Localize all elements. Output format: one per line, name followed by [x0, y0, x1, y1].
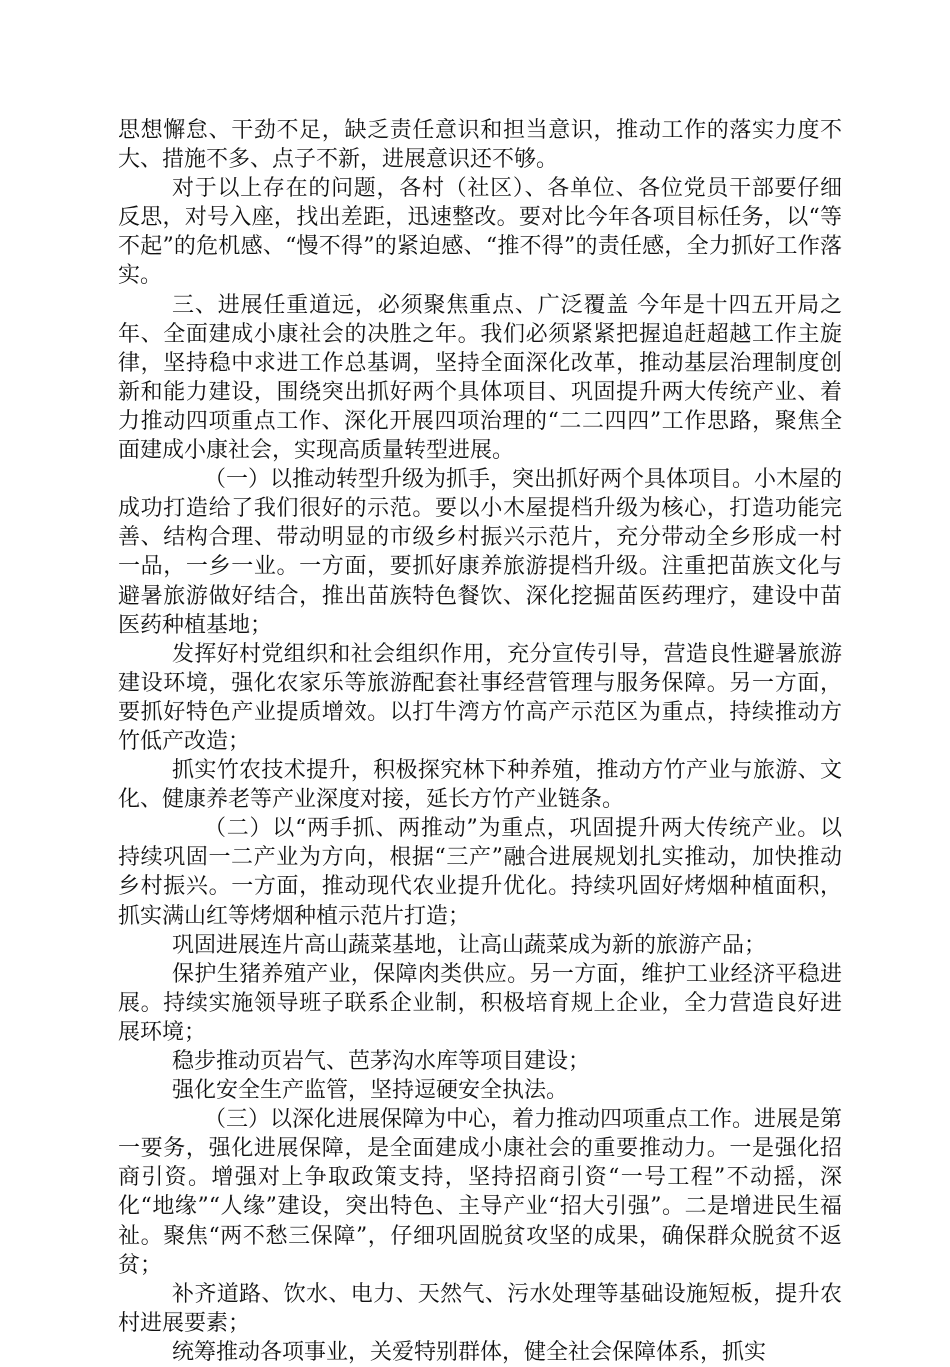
- paragraph-12: （三）以深化进展保障为中心，着力推动四项重点工作。进展是第一要务，强化进展保障，是全面建成小康社会的重要推动力。一是强化招商引资。增强对上争取政策支持，坚持招商引资“一号工程”不动摇，深化“地缘”“人缘”建设，突出特色、主导产业“招大引强”。二是增进民生福祉。聚焦“两不愁三保障”，仔细巩固脱贫攻坚的成果，确保群众脱贫不返贫；: [118, 1107, 843, 1278]
- paragraph-2: 对于以上存在的问题，各村（社区）、各单位、各位党员干部要仔细反思，对号入座，找出差距，迅速整改。要对比今年各项目标任务，以“等不起”的危机感、“慢不得”的紧迫感、“推不得”的责任感，全力抓好工作落实。: [118, 176, 842, 289]
- paragraph-3: 三、进展任重道远，必须聚焦重点、广泛覆盖 今年是十四五开局之年、全面建成小康社会的决胜之年。我们必须紧紧把握追赶超越工作主旋律，坚持稳中求进工作总基调，坚持全面深化改革，推动基层治理制度创新和能力建设，围绕突出抓好两个具体项目、巩固提升两大传统产业、着力推动四项重点工作、深化开展四项治理的“二二四四”工作思路，聚焦全面建成小康社会，实现高质量转型进展。: [118, 292, 842, 464]
- paragraph-14: 统筹推动各项事业，关爱特别群体，健全社会保障体系，抓实: [172, 1339, 767, 1365]
- paragraph-8: 巩固进展连片高山蔬菜基地，让高山蔬菜成为新的旅游产品；: [172, 932, 767, 958]
- document-body: [118, 116, 842, 1367]
- paragraph-1: 思想懈怠、干劲不足，缺乏责任意识和担当意识，推动工作的落实力度不大、措施不多、点子不新，进展意识还不够。: [118, 118, 842, 173]
- paragraph-11: 强化安全生产监管，坚持逗硬安全执法。: [172, 1078, 569, 1104]
- paragraph-7: （二）以“两手抓、两推动”为重点，巩固提升两大传统产业。以持续巩固一二产业为方向，根据“三产”融合进展规划扎实推动，加快推动乡村振兴。一方面，推动现代农业提升优化。持续巩固好烤烟种植面积，抓实满山红等烤烟种植示范片打造；: [118, 816, 842, 929]
- paragraph-9: 保护生猪养殖产业，保障肉类供应。另一方面，维护工业经济平稳进展。持续实施领导班子联系企业制，积极培育规上企业，全力营造良好进展环境；: [118, 961, 842, 1045]
- paragraph-10: 稳步推动页岩气、芭茅沟水库等项目建设；: [172, 1049, 591, 1074]
- paragraph-5: 发挥好村党组织和社会组织作用，充分宣传引导，营造良性避暑旅游建设环境，强化农家乐等旅游配套社事经营管理与服务保障。另一方面，要抓好特色产业提质增效。以打牛湾方竹高产示范区为重点，持续推动方竹低产改造；: [118, 641, 842, 754]
- paragraph-13: 补齐道路、饮水、电力、天然气、污水处理等基础设施短板，提升农村进展要素；: [118, 1281, 842, 1336]
- paragraph-6: 抓实竹农技术提升，积极探究林下种养殖，推动方竹产业与旅游、文化、健康养老等产业深度对接，延长方竹产业链条。: [118, 758, 842, 813]
- paragraph-4: （一）以推动转型升级为抓手，突出抓好两个具体项目。小木屋的成功打造给了我们很好的示范。要以小木屋提档升级为核心，打造功能完善、结构合理、带动明显的市级乡村振兴示范片，充分带动全乡形成一村一品，一乡一业。一方面，要抓好康养旅游提档升级。注重把苗族文化与避暑旅游做好结合，推出苗族特色餐饮、深化挖掘苗医药理疗，建设中苗医药种植基地；: [118, 467, 843, 638]
